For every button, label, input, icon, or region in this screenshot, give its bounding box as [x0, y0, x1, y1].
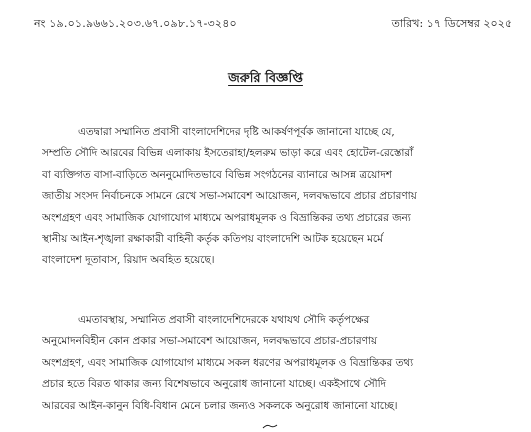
paragraph-line: প্রচার হতে বিরত থাকার জন্য বিশেষভাবে অনুরোধ জানানো যাচ্ছে। একইসাথে সৌদি — [42, 378, 387, 391]
paragraph-line: জাতীয় সংসদ নির্বাচনকে সামনে রেখে সভা-সমাবেশ আয়োজন, দলবদ্ধভাবে প্রচার প্রচারণায় — [42, 190, 417, 203]
paragraph-line: বা ব্যক্তিগত বাসা-বাড়িতে অননুমোদিতভাবে বিভিন্ন সংগঠনের ব্যানারে আসন্ন ত্রয়োদশ — [42, 168, 392, 181]
paragraph-1 — [42, 122, 508, 272]
page-bottom-mark — [262, 423, 278, 429]
paragraph-line: অংশগ্রহণ, এবং সামাজিক যোগাযোগ মাধ্যমে সকল ধরণের অপরাধমূলক ও বিভ্রান্তিকর তথ্য — [42, 356, 414, 369]
notice-title: জরুরি বিজ্ঞপ্তি — [228, 71, 303, 86]
paragraph-2 — [42, 310, 508, 417]
paragraph-line: এতদ্বারা সম্মানিত প্রবাসী বাংলাদেশিদের দৃষ্টি আকর্ষণপূর্বক জানানো যাচ্ছে যে, — [78, 126, 395, 138]
paragraph-line: বাংলাদেশ দূতাবাস, রিয়াদ অবহিত হয়েছে। — [42, 254, 215, 267]
paragraph-line: স্থানীয় আইন-শৃঙ্খলা রক্ষাকারী বাহিনী কর্তৃক কতিপয় বাংলাদেশি আটক হয়েছেন মর্মে — [42, 233, 383, 246]
memo-number: নং ১৯.০১.৯৬৬১.২০৩.৬৭.০৯৮.১৭-৩২৪০ — [34, 17, 237, 30]
paragraph-line: এমতাবস্থায়, সম্মানিত প্রবাসী বাংলাদেশিদেরকে যথাযথ সৌদি কর্তৃপক্ষের — [78, 314, 370, 326]
paragraph-line: সম্প্রতি সৌদি আরবের বিভিন্ন এলাকায় ইসতেরাহা/হলরুম ভাড়া করে এবং হোটেল-রেস্তোরাঁ — [42, 147, 414, 160]
paragraph-line: অংশগ্রহণ এবং সামাজিক যোগাযোগ মাধ্যমে অপরাধমূলক ও বিভ্রান্তিকর তথ্য প্রচারের জন্য — [42, 211, 411, 224]
notice-date: তারিখ: ১৭ ডিসেম্বর ২০২৫ — [391, 17, 512, 30]
paragraph-line: আরবের আইন-কানুন বিধি-বিধান মেনে চলার জন্যও সকলকে অনুরোধ জানানো যাচ্ছে। — [42, 399, 398, 412]
notice-title-wrapper — [0, 69, 531, 90]
paragraph-line: অনুমোদনবিহীন কোন প্রকার সভা-সমাবেশ আয়োজন, দলবদ্ধভাবে প্রচার-প্রচারণায় — [42, 335, 378, 348]
